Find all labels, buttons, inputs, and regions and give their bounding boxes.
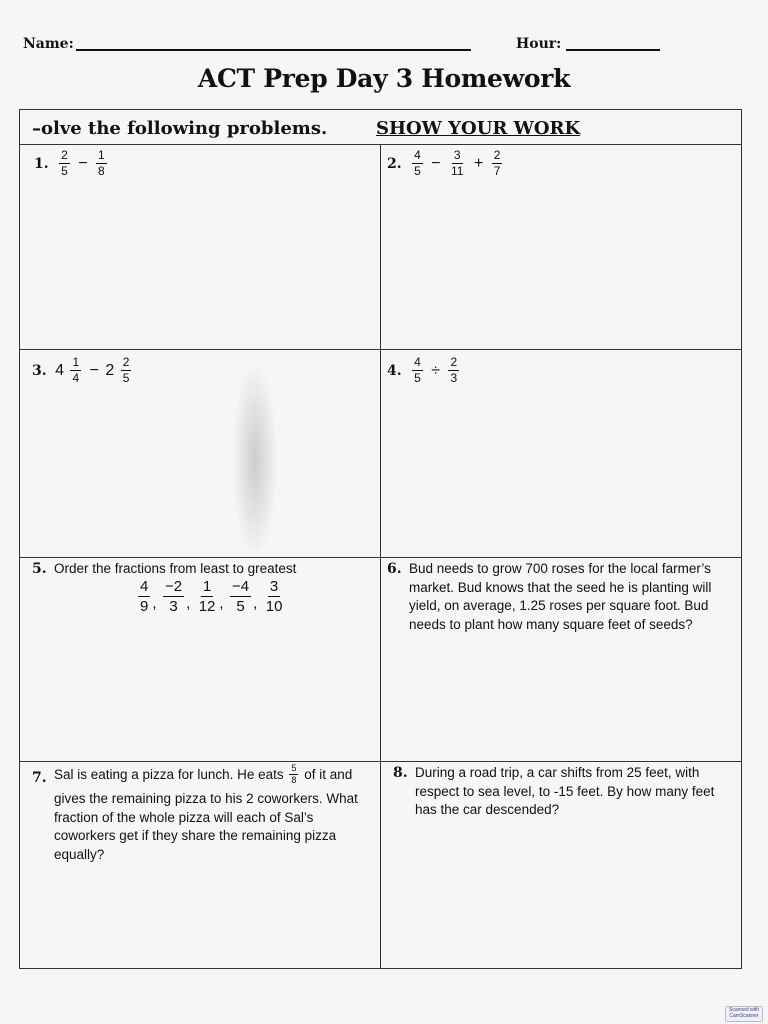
whole-number: 2	[105, 361, 115, 379]
separator: ,	[152, 595, 157, 612]
operator: −	[89, 361, 99, 379]
fraction: $\frac{4}{5}$	[414, 355, 421, 385]
name-label: Name:	[23, 36, 74, 52]
problem-7-text-b: of it and	[304, 767, 353, 782]
fraction: $\frac{2}{5}$	[61, 148, 68, 178]
problem-3-expression	[32, 356, 133, 385]
separator: ,	[219, 595, 224, 612]
problem-6-cell[interactable]	[381, 558, 741, 761]
problem-6-text: Bud needs to grow 700 roses for the local farmer’s market. Bud knows that the seed he is planting will yield, on average, 1.25 roses per square foot. Bud needs to plant how many square feet of seeds?	[409, 561, 712, 632]
problem-3-number: 3.	[32, 362, 47, 379]
problem-7-text-c: gives the remaining pizza to his 2 coworkers. What fraction of the whole pizza will each of Sal’s coworkers get if they share the remaining pizza equally?	[54, 791, 358, 862]
camscanner-badge	[725, 1006, 763, 1022]
operator: −	[78, 154, 88, 172]
name-line[interactable]	[76, 49, 471, 51]
fraction: $\frac{5}{8}$	[291, 763, 297, 785]
problem-7-number: 7.	[32, 770, 47, 786]
page-title: ACT Prep Day 3 Homework	[197, 64, 571, 93]
badge-line-1: Scanned with	[728, 1007, 760, 1013]
problem-8-number: 8.	[393, 765, 408, 781]
fraction: $\frac{2}{3}$	[450, 355, 458, 385]
problem-6-number: 6.	[387, 561, 402, 577]
problem-5-number: 5.	[32, 561, 47, 577]
fraction: $\frac{1}{12}$	[198, 578, 216, 615]
problem-7-cell[interactable]	[20, 762, 380, 968]
problem-4-number: 4.	[387, 362, 402, 379]
problem-7-text-a: Sal is eating a pizza for lunch. He eats	[54, 767, 284, 782]
problem-7-first-line	[54, 764, 352, 785]
problem-8-text: During a road trip, a car shifts from 25 feet, with respect to sea level, to -15 feet. By how many feet has the car descended?	[415, 765, 715, 817]
fraction: $\frac{-2}{3}$	[164, 578, 183, 615]
problem-3-cell[interactable]	[20, 350, 380, 557]
problem-4-expression	[387, 356, 461, 385]
operator: −	[431, 154, 441, 172]
instructions-text: –olve the following problems.	[32, 118, 328, 139]
fraction: $\frac{4}{9}$	[140, 578, 149, 615]
separator: ,	[186, 595, 191, 612]
instructions-bar	[20, 110, 741, 145]
badge-line-2: CamScanner	[729, 1013, 759, 1019]
problem-5-cell[interactable]	[20, 558, 380, 761]
problem-grid	[19, 109, 742, 969]
problem-2-expression	[387, 149, 504, 178]
fraction: $\frac{2}{7}$	[493, 148, 501, 178]
problem-1-expression	[34, 149, 109, 178]
hour-line[interactable]	[566, 49, 660, 51]
fraction: $\frac{1}{4}$	[72, 355, 80, 385]
problem-1-number: 1.	[34, 155, 49, 172]
fraction: $\frac{3}{10}$	[265, 578, 283, 615]
problem-8-cell[interactable]	[381, 762, 741, 968]
problem-2-cell[interactable]	[381, 145, 741, 349]
hour-label: Hour:	[516, 36, 562, 52]
fraction: $\frac{4}{5}$	[414, 148, 421, 178]
problem-1-cell[interactable]	[20, 145, 380, 349]
operator: ÷	[431, 361, 440, 379]
scan-smudge	[232, 360, 278, 560]
separator: ,	[253, 595, 258, 612]
instructions-emphasis: SHOW YOUR WORK	[376, 118, 581, 139]
problem-5-text: Order the fractions from least to greatest	[54, 561, 297, 576]
problem-2-number: 2.	[387, 155, 402, 172]
fraction: $\frac{1}{8}$	[98, 148, 105, 178]
problem-4-cell[interactable]	[381, 350, 741, 557]
whole-number: 4	[55, 361, 64, 379]
problem-5-fractions	[136, 578, 286, 615]
fraction: $\frac{2}{5}$	[122, 355, 130, 385]
operator: +	[473, 154, 484, 172]
fraction: $\frac{-4}{5}$	[232, 578, 250, 615]
fraction: $\frac{3}{11}$	[451, 148, 464, 178]
